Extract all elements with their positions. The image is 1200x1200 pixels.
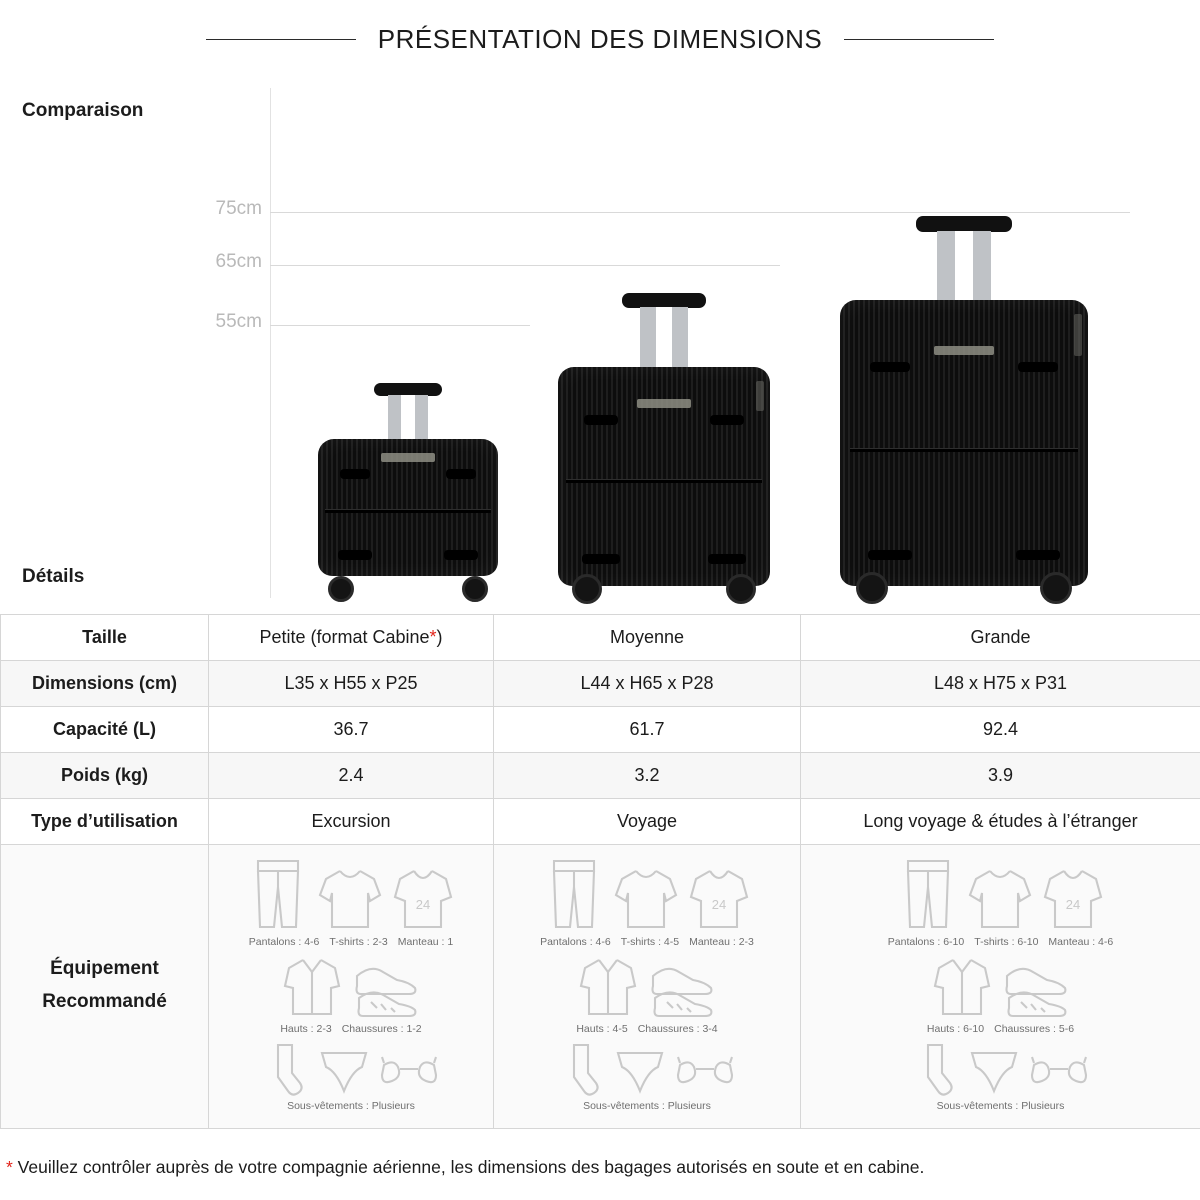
tshirt-icon <box>612 863 680 933</box>
pants-icon <box>898 855 958 933</box>
specifications-table <box>0 614 1200 1129</box>
top-notch-left-small <box>340 469 370 479</box>
equip-captions-row1-large <box>888 936 1113 948</box>
equip-icons-row3-medium <box>560 1041 734 1097</box>
caption-tshirts-large: T-shirts : 6-10 <box>974 936 1039 948</box>
wheel-front-right-large <box>1040 572 1072 604</box>
hoodie-icon <box>1042 863 1104 933</box>
shirt-icon <box>281 954 343 1020</box>
page-title: PRÉSENTATION DES DIMENSIONS <box>377 23 823 54</box>
top-notch-left-large <box>870 362 910 372</box>
bottom-notch-right-small <box>444 550 478 560</box>
table-row-dimensions <box>1 661 1200 707</box>
hoodie-number-small: 24 <box>415 897 431 912</box>
row-header-capacite: Capacité (L) <box>1 707 209 753</box>
pants-icon <box>248 855 308 933</box>
cell-taille-medium: Moyenne <box>494 615 801 661</box>
equip-icons-row2-large <box>931 954 1071 1020</box>
equip-captions-row3-medium <box>583 1100 711 1112</box>
top-notch-right-small <box>446 469 476 479</box>
suitcase-small <box>318 383 498 598</box>
asterisk-marker: * <box>429 627 437 647</box>
bottom-notch-left-medium <box>582 554 620 564</box>
equip-captions-row3-small <box>287 1100 415 1112</box>
handle-rod-gap-medium <box>656 307 672 369</box>
caption-chaussures-small: Chaussures : 1-2 <box>341 1023 422 1035</box>
gridline-55cm <box>270 325 530 326</box>
socks-icon <box>264 1041 308 1097</box>
handle-rod-gap-large <box>955 231 973 303</box>
wheel-front-left-medium <box>572 574 602 604</box>
details-section-label: Détails <box>22 566 85 587</box>
cell-dimensions-small: L35 x H55 x P25 <box>209 661 494 707</box>
bottom-notch-left-large <box>868 550 912 560</box>
table-row-poids <box>1 753 1200 799</box>
equip-captions-row2-small <box>280 1023 421 1035</box>
side-brand-logo-large <box>1074 314 1082 356</box>
caption-pantalons-small: Pantalons : 4-6 <box>248 936 320 948</box>
cell-usage-small: Excursion <box>209 799 494 845</box>
wheel-front-right-small <box>462 576 488 602</box>
equip-icons-row2-small <box>281 954 421 1020</box>
caption-hauts-small: Hauts : 2-3 <box>280 1023 332 1035</box>
body-seam-small <box>325 509 491 513</box>
caption-hauts-large: Hauts : 6-10 <box>926 1023 985 1035</box>
tshirt-icon <box>316 863 384 933</box>
row-header-taille: Taille <box>1 615 209 661</box>
axis-label-55cm: 55cm <box>215 311 262 332</box>
footnote-text: Veuillez contrôler auprès de votre compagnie aérienne, les dimensions des bagages autorisés en soute et en cabine. <box>12 1157 925 1177</box>
cell-poids-small: 2.4 <box>209 753 494 799</box>
wheel-front-right-medium <box>726 574 756 604</box>
cell-taille-large: Grande <box>801 615 1200 661</box>
tshirt-icon <box>966 863 1034 933</box>
shirt-icon <box>931 954 993 1020</box>
handle-bar-medium <box>622 293 706 308</box>
equip-icons-row2-medium <box>577 954 717 1020</box>
title-rule-right <box>844 39 994 40</box>
socks-icon <box>914 1041 958 1097</box>
wheel-front-left-large <box>856 572 888 604</box>
suitcase-body-medium <box>558 367 770 586</box>
hoodie-number-medium: 24 <box>711 897 727 912</box>
equip-captions-row3-large <box>937 1100 1065 1112</box>
equip-captions-row2-large <box>927 1023 1074 1035</box>
handle-rod-gap-small <box>401 395 415 441</box>
row-header-poids: Poids (kg) <box>1 753 209 799</box>
cell-taille-small-close: ) <box>436 627 443 647</box>
cell-capacite-medium: 61.7 <box>494 707 801 753</box>
chart-vertical-axis <box>270 88 271 598</box>
brand-logo-medium <box>637 399 691 408</box>
page-title-row <box>0 0 1200 62</box>
caption-chaussures-large: Chaussures : 5-6 <box>994 1023 1075 1035</box>
hoodie-icon <box>688 863 750 933</box>
equip-head-line2: Recommandé <box>42 990 167 1012</box>
footnote <box>6 1157 1196 1178</box>
equip-icons-row3-large <box>914 1041 1088 1097</box>
body-seam-medium <box>566 479 761 483</box>
shirt-icon <box>577 954 639 1020</box>
equip-icons-row1-large <box>898 855 1104 933</box>
equipment-cell-large <box>801 845 1200 1129</box>
handle-bar-large <box>916 216 1012 232</box>
cell-usage-medium: Voyage <box>494 799 801 845</box>
caption-manteau-large: Manteau : 4-6 <box>1048 936 1114 948</box>
caption-pantalons-medium: Pantalons : 4-6 <box>540 936 611 948</box>
shoes-icon <box>1001 954 1071 1020</box>
row-header-dimensions: Dimensions (cm) <box>1 661 209 707</box>
bra-icon <box>1030 1051 1088 1097</box>
underwear-icon <box>612 1045 668 1097</box>
hoodie-number-large: 24 <box>1065 897 1080 912</box>
row-header-equipement <box>1 845 209 1129</box>
underwear-icon <box>316 1045 372 1097</box>
top-notch-left-medium <box>584 415 618 425</box>
caption-sousvetements-medium: Sous-vêtements : Plusieurs <box>583 1100 711 1112</box>
caption-tshirts-medium: T-shirts : 4-5 <box>620 936 680 948</box>
suitcase-medium <box>558 293 770 598</box>
cell-capacite-small: 36.7 <box>209 707 494 753</box>
axis-label-75cm: 75cm <box>215 198 262 219</box>
caption-pantalons-large: Pantalons : 6-10 <box>887 936 965 948</box>
brand-logo-small <box>381 453 435 462</box>
caption-chaussures-medium: Chaussures : 3-4 <box>637 1023 718 1035</box>
shoes-icon <box>351 954 421 1020</box>
bra-icon <box>676 1051 734 1097</box>
cell-poids-large: 3.9 <box>801 753 1200 799</box>
body-seam-large <box>850 448 1078 452</box>
caption-sousvetements-large: Sous-vêtements : Plusieurs <box>936 1100 1065 1112</box>
equip-icons-row1-medium <box>544 855 750 933</box>
row-header-type-utilisation: Type d’utilisation <box>1 799 209 845</box>
equip-captions-row2-medium <box>576 1023 717 1035</box>
top-notch-right-medium <box>710 415 744 425</box>
caption-hauts-medium: Hauts : 4-5 <box>576 1023 628 1035</box>
underwear-icon <box>966 1045 1022 1097</box>
caption-sousvetements-small: Sous-vêtements : Plusieurs <box>287 1100 415 1112</box>
equipment-cell-small <box>209 845 494 1129</box>
brand-logo-large <box>934 346 994 355</box>
comparison-section-label: Comparaison <box>22 100 144 121</box>
footnote-marker: * <box>6 1157 13 1177</box>
hoodie-icon <box>392 863 454 933</box>
caption-manteau-medium: Manteau : 2-3 <box>689 936 754 948</box>
suitcase-body-large <box>840 300 1088 586</box>
top-notch-right-large <box>1018 362 1058 372</box>
equip-head-line1: Équipement <box>50 958 159 980</box>
pants-icon <box>544 855 604 933</box>
caption-tshirts-small: T-shirts : 2-3 <box>329 936 388 948</box>
cell-poids-medium: 3.2 <box>494 753 801 799</box>
gridline-65cm <box>270 265 780 266</box>
equip-captions-row1-medium <box>540 936 754 948</box>
suitcase-body-small <box>318 439 498 576</box>
cell-taille-small <box>209 615 494 661</box>
bottom-notch-right-large <box>1016 550 1060 560</box>
gridline-75cm <box>270 212 1130 213</box>
suitcase-large <box>840 216 1088 598</box>
cell-dimensions-large: L48 x H75 x P31 <box>801 661 1200 707</box>
equip-icons-row3-small <box>264 1041 438 1097</box>
socks-icon <box>560 1041 604 1097</box>
equip-icons-row1-small <box>248 855 454 933</box>
title-rule-left <box>206 39 356 40</box>
cell-dimensions-medium: L44 x H65 x P28 <box>494 661 801 707</box>
size-comparison-chart <box>0 88 1200 598</box>
cell-taille-small-text: Petite (format Cabine <box>259 627 430 647</box>
equip-captions-row1-small <box>249 936 453 948</box>
shoes-icon <box>647 954 717 1020</box>
table-row-taille <box>1 615 1200 661</box>
bottom-notch-right-medium <box>708 554 746 564</box>
side-brand-logo-medium <box>756 381 764 411</box>
cell-capacite-large: 92.4 <box>801 707 1200 753</box>
cell-usage-large: Long voyage & études à l’étranger <box>801 799 1200 845</box>
bra-icon <box>380 1051 438 1097</box>
axis-label-65cm: 65cm <box>215 251 262 272</box>
bottom-notch-left-small <box>338 550 372 560</box>
wheel-front-left-small <box>328 576 354 602</box>
table-row-type-utilisation <box>1 799 1200 845</box>
table-row-capacite <box>1 707 1200 753</box>
table-row-equipement <box>1 845 1200 1129</box>
caption-manteau-small: Manteau : 1 <box>397 936 454 948</box>
equipment-cell-medium <box>494 845 801 1129</box>
